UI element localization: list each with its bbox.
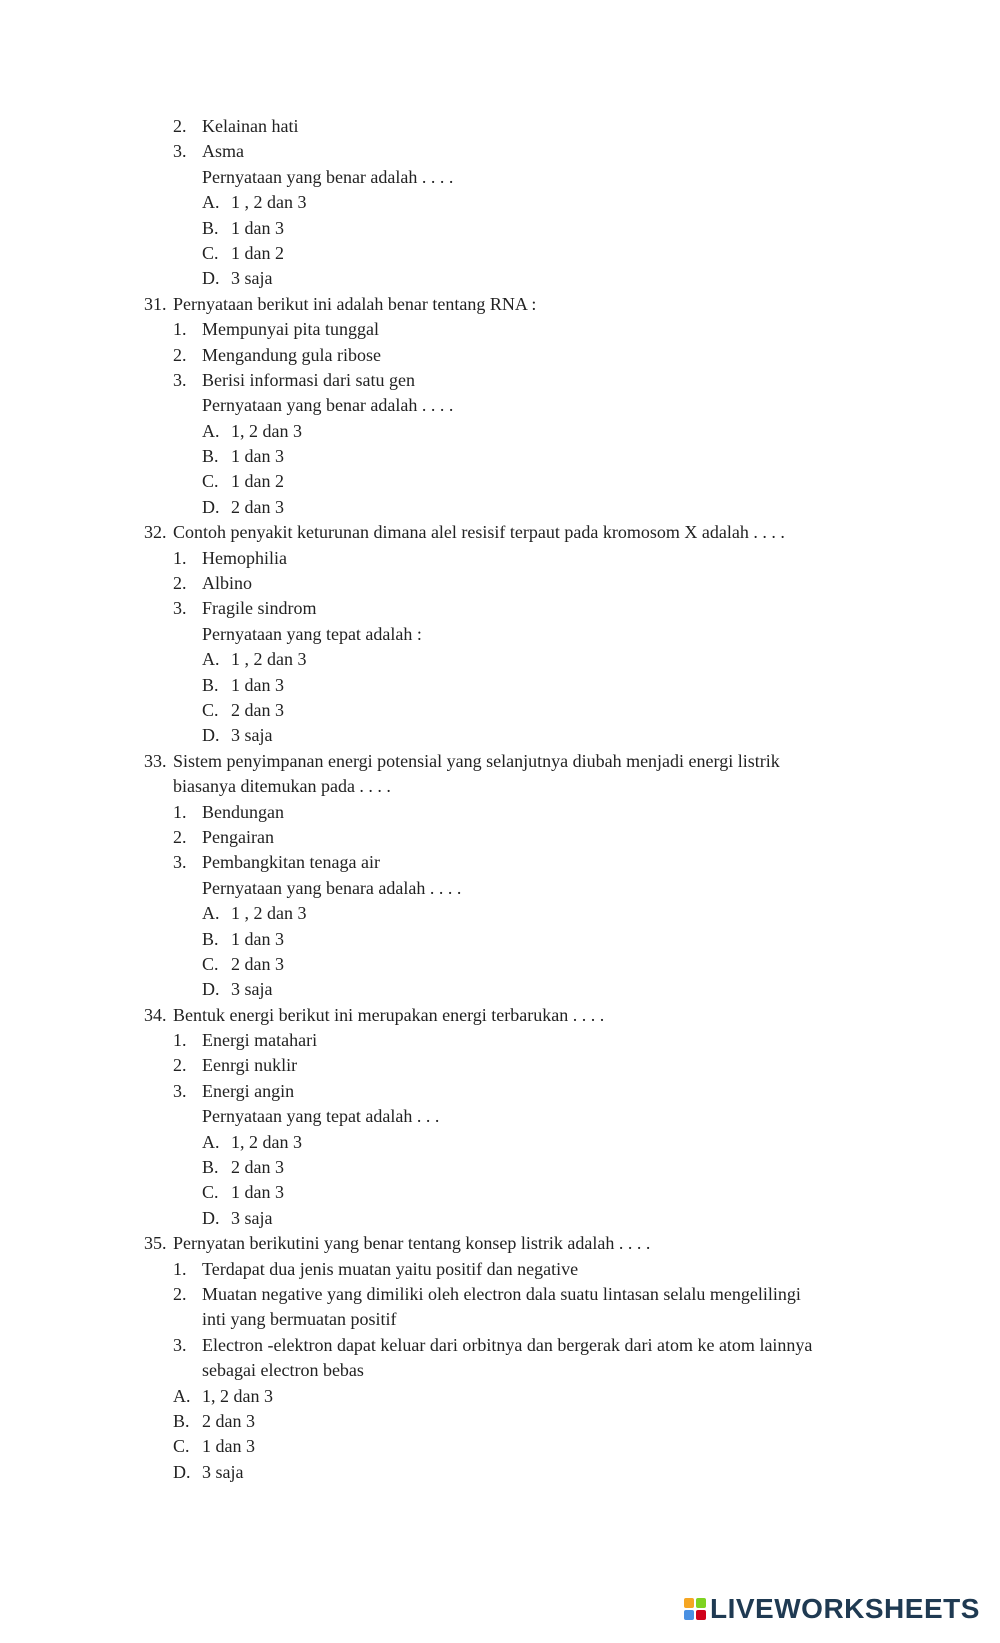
- q32-option-c: C. 2 dan 3: [202, 699, 284, 720]
- logo-square-1: [684, 1598, 694, 1608]
- q34-question: 34. Bentuk energi berikut ini merupakan energi terbarukan . . . .: [144, 1004, 605, 1025]
- q32-stem: Pernyataan yang tepat adalah :: [202, 623, 422, 644]
- q33-stem: Pernyataan yang benara adalah . . . .: [202, 877, 462, 898]
- q32-option-a: A. 1 , 2 dan 3: [202, 649, 307, 670]
- q33-item-2: 2. Pengairan: [173, 826, 274, 847]
- q32-item-3: 3. Fragile sindrom: [173, 598, 317, 619]
- q33-item-3: 3. Pembangkitan tenaga air: [173, 852, 380, 873]
- q32-item-1: 1. Hemophilia: [173, 547, 287, 568]
- q33-option-a: A. 1 , 2 dan 3: [202, 903, 307, 924]
- q34-option-b: B. 2 dan 3: [202, 1157, 284, 1178]
- q33-option-c: C. 2 dan 3: [202, 953, 284, 974]
- q35-item-3: 3. Electron -elektron dapat keluar dari orbitnya dan bergerak dari atom ke atom lainnya: [173, 1334, 813, 1355]
- worksheet-page: [0, 114, 1000, 1485]
- q35-question: 35. Pernyatan berikutini yang benar tentang konsep listrik adalah . . . .: [144, 1233, 651, 1254]
- q31-question: 31. Pernyataan berikut ini adalah benar tentang RNA :: [144, 293, 537, 314]
- q34-option-d: D. 3 saja: [202, 1207, 273, 1228]
- q30-option-b: B. 1 dan 3: [202, 217, 284, 238]
- q34-stem: Pernyataan yang tepat adalah . . .: [202, 1106, 440, 1127]
- q33-question-cont: biasanya ditemukan pada . . . .: [173, 776, 391, 797]
- q31-item-1: 1. Mempunyai pita tunggal: [173, 319, 379, 340]
- q30-option-a: A. 1 , 2 dan 3: [202, 192, 307, 213]
- q31-item-2: 2. Mengandung gula ribose: [173, 344, 381, 365]
- q34-option-a: A. 1, 2 dan 3: [202, 1131, 302, 1152]
- logo-square-4: [696, 1610, 706, 1620]
- q31-option-d: D. 2 dan 3: [202, 496, 284, 517]
- q30-option-c: C. 1 dan 2: [202, 242, 284, 263]
- q35-option-a: A. 1, 2 dan 3: [173, 1385, 273, 1406]
- q31-stem: Pernyataan yang benar adalah . . . .: [202, 395, 454, 416]
- q33-question: 33. Sistem penyimpanan energi potensial yang selanjutnya diubah menjadi energi listrik: [144, 750, 780, 771]
- q33-option-d: D. 3 saja: [202, 979, 273, 1000]
- q35-item-1: 1. Terdapat dua jenis muatan yaitu positif dan negative: [173, 1258, 579, 1279]
- q31-item-3: 3. Berisi informasi dari satu gen: [173, 369, 415, 390]
- q35-option-d: D. 3 saja: [173, 1461, 244, 1482]
- logo-square-3: [684, 1610, 694, 1620]
- q30-item-2: 2. Kelainan hati: [173, 116, 299, 136]
- liveworksheets-logo[interactable]: [684, 1594, 980, 1624]
- q35-item-3-cont: sebagai electron bebas: [202, 1360, 364, 1381]
- q32-option-b: B. 1 dan 3: [202, 674, 284, 695]
- q34-item-1: 1. Energi matahari: [173, 1030, 318, 1051]
- q34-option-c: C. 1 dan 3: [202, 1182, 284, 1203]
- q35-item-2: 2. Muatan negative yang dimiliki oleh electron dala suatu lintasan selalu mengelilingi: [173, 1283, 801, 1304]
- logo-square-2: [696, 1598, 706, 1608]
- q34-item-3: 3. Energi angin: [173, 1080, 295, 1101]
- q31-option-c: C. 1 dan 2: [202, 471, 284, 492]
- q30-item-3: 3. Asma: [173, 141, 244, 162]
- q30-option-d: D. 3 saja: [202, 268, 273, 289]
- q33-item-1: 1. Bendungan: [173, 801, 284, 822]
- q35-option-c: C. 1 dan 3: [173, 1436, 255, 1457]
- q31-option-b: B. 1 dan 3: [202, 446, 284, 467]
- q32-item-2: 2. Albino: [173, 573, 253, 594]
- q30-stem: Pernyataan yang benar adalah . . . .: [202, 166, 454, 187]
- q32-question: 32. Contoh penyakit keturunan dimana alel resisif terpaut pada kromosom X adalah . . . .: [144, 522, 785, 543]
- brand-name: LIVEWORKSHEETS: [710, 1593, 980, 1624]
- q35-option-b: B. 2 dan 3: [173, 1410, 255, 1431]
- q31-option-a: A. 1, 2 dan 3: [202, 420, 302, 441]
- logo-grid-icon: [684, 1598, 706, 1620]
- q32-option-d: D. 3 saja: [202, 725, 273, 746]
- q34-item-2: 2. Eenrgi nuklir: [173, 1055, 298, 1076]
- q35-item-2-cont: inti yang bermuatan positif: [202, 1309, 397, 1330]
- q33-option-b: B. 1 dan 3: [202, 928, 284, 949]
